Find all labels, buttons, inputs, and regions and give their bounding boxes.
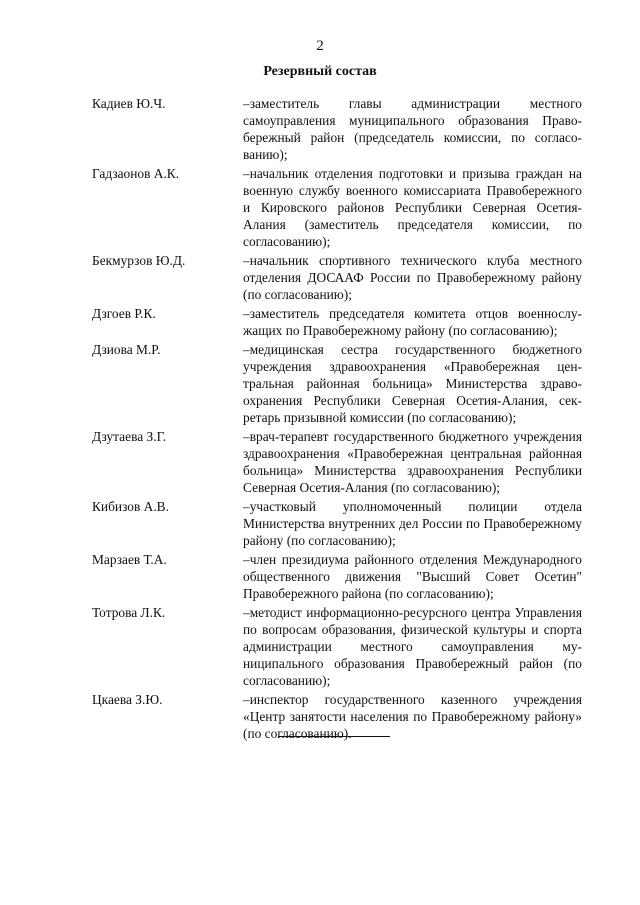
member-name: Дзиова М.Р. [92, 342, 161, 357]
member-role: –заместитель главы администрации местного самоуправления муниципального образования Правобережный район (председатель комиссии, по согласованию); [243, 96, 582, 162]
member-role: –член президиума районного отделения Международного общественного движения "Высший Совет Осетин" Правобережного района (по согласованию); [243, 552, 582, 601]
member-role: –участковый уполномоченный полиции отдела Министерства внутренних дел России по Правобережному району (по согласованию); [243, 499, 582, 548]
member-name: Кадиев Ю.Ч. [92, 96, 166, 111]
member-name: Дзгоев Р.К. [92, 306, 156, 321]
member-name: Цкаева З.Ю. [92, 692, 163, 707]
roster-row [92, 341, 582, 426]
member-name: Тотрова Л.К. [92, 605, 166, 620]
closing-rule [278, 736, 390, 737]
roster-row [92, 252, 582, 303]
member-role: –заместитель председателя комитета отцов военнослужащих по Правобережному району (по согласованию); [243, 306, 582, 338]
member-role: –инспектор государственного казенного учреждения «Центр занятости населения по Правобережному району» (по согласованию). [243, 692, 582, 741]
roster-row [92, 165, 582, 250]
member-role: –медицинская сестра государственного бюджетного учреждения здравоохранения «Правобережная центральная районная больница» Министерства здравоохранения Республики Северная Осетия-Алания, секретарь призывной комиссии (по согласованию); [243, 342, 582, 425]
roster-row [92, 95, 582, 163]
member-role: –начальник отделения подготовки и призыва граждан на военную службу военного комиссариата Правобережного и Кировского районов Республики Северная Осетия-Алания (заместитель председателя комиссии, по согласованию); [243, 166, 582, 249]
roster-row [92, 305, 582, 339]
reserve-roster [92, 95, 582, 744]
roster-row [92, 551, 582, 602]
member-role: –методист информационно-ресурсного центра Управления по вопросам образования, физической культуры и спорта администрации местного самоуправления муниципального образования Правобережный район (по согласованию); [243, 605, 582, 688]
roster-row [92, 498, 582, 549]
member-name: Дзутаева З.Г. [92, 429, 167, 444]
roster-row [92, 691, 582, 742]
member-name: Кибизов А.В. [92, 499, 169, 514]
roster-row [92, 428, 582, 496]
roster-row [92, 604, 582, 689]
document-title: Резервный состав [263, 64, 377, 79]
member-name: Марзаев Т.А. [92, 552, 167, 567]
member-name: Гадзаонов А.К. [92, 166, 180, 181]
member-role: –начальник спортивного технического клуба местного отделения ДОСААФ России по Правобережному району (по согласованию); [243, 253, 582, 302]
page-number: 2 [316, 38, 324, 54]
member-name: Бекмурзов Ю.Д. [92, 253, 186, 268]
member-role: –врач-терапевт государственного бюджетного учреждения здравоохранения «Правобережная центральная районная больница» Министерства здравоохранения Республики Северная Осетия-Алания (по согласованию); [243, 429, 582, 495]
